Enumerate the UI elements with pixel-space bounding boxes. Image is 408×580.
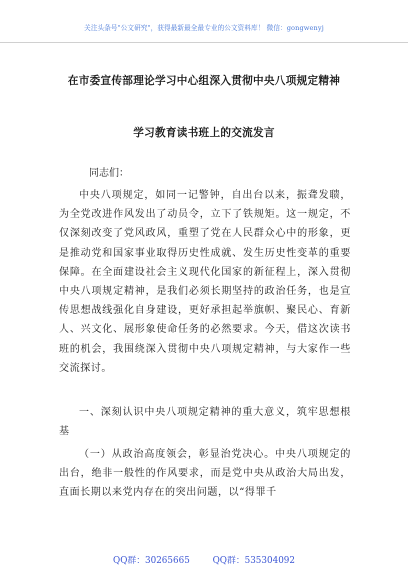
footer-qq-group-1: QQ群：30265665	[113, 556, 190, 566]
header-divider	[0, 42, 408, 43]
salutation: 同志们：	[89, 168, 129, 179]
footer-qq-group-2: QQ群：535304092	[212, 556, 295, 566]
header-banner: 关注头条号"公文研究"，获得最新最全最专业的公文资料库！ 微信：gongwenyj	[84, 24, 324, 32]
document-title-line-1: 在市委宣传部理论学习中心组深入贯彻中央八项规定精神	[67, 75, 341, 87]
document-title-line-2: 学习教育读书班上的交流发言	[133, 127, 275, 139]
subsection-1: （一）从政治高度领会，彰显治党决心。中央八项规定的出台，绝非一般性的作风要求，而是党中央从政治大局出发，直面长期以来党内存在的突出问题，以“得罪千	[59, 449, 351, 499]
section-heading-1: 一、深刻认识中央八项规定精神的重大意义，筑牢思想根基	[59, 407, 351, 438]
paragraph-intro: 中央八项规定，如同一记警钟，自出台以来，振聋发聩，为全党改进作风发出了动员令，立下了铁规矩。这一规定，不仅深刻改变了党风政风，重塑了党在人民群众心中的形象，更是推动党和国家事业取得历史性成就、发生历史性变革的重要保障。在全面建设社会主义现代化国家的新征程上，深入贯彻中央八项规定精神，是我们必须长期坚持的政治任务，也是宣传思想战线强化自身建设，更好承担起举旗帜、聚民心、育新人、兴文化、展形象使命任务的必然要求。今天，借这次读书班的机会，我围绕深入贯彻中央八项规定精神，与大家作一些交流探讨。	[59, 190, 351, 374]
footer-contacts	[0, 553, 408, 566]
